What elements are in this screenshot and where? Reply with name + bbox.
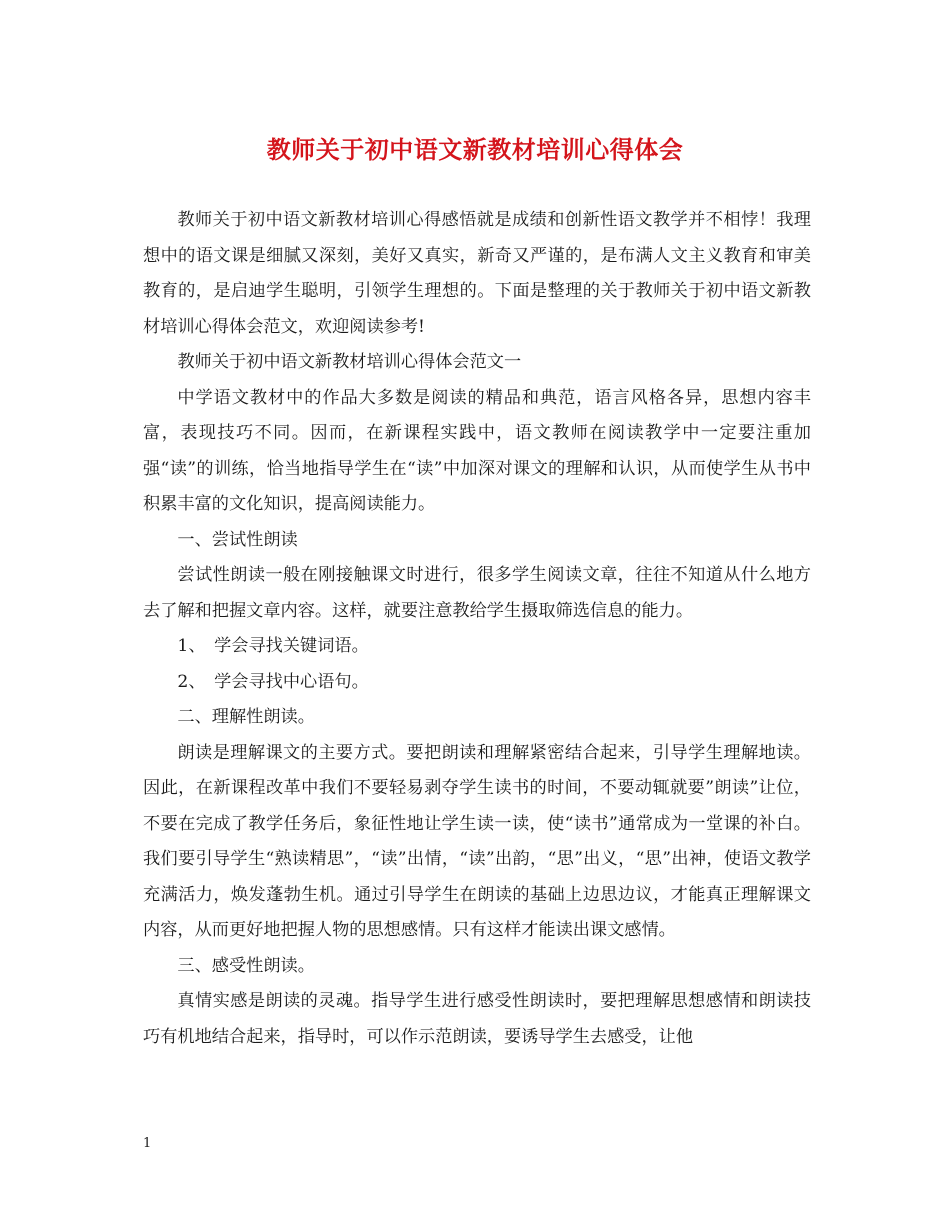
list-item: 1、 学会寻找关键词语。 (177, 636, 369, 656)
document-title: 教师关于初中语文新教材培训心得体会 (266, 135, 684, 164)
body-paragraph: 真情实感是朗读的灵魂。指导学生进行感受性朗读时，要把理解思想感情和朗读技巧有机地结合起来，指导时，可以作示范朗读，要诱导学生去感受，让他 (143, 991, 811, 1047)
section-heading-trial-reading: 一、尝试性朗读 (177, 529, 298, 550)
page-number: 1 (143, 1136, 152, 1151)
body-paragraph: 朗读是理解课文的主要方式。要把朗读和理解紧密结合起来，引导学生理解地读。因此，在新课程改革中我们不要轻易剥夺学生读书的时间，不要动辄就要”朗读”让位，不要在完成了教学任务后，象征性地让学生读一读，使“读书”通常成为一堂课的补白。我们要引导学生“熟读精思”，“读”出情，“读”出韵，“思”出义，“思”出神，使语文教学充满活力，焕发蓬勃生机。通过引导学生在朗读的基础上边思边议，才能真正理解课文内容，从而更好地把握人物的思想感情。只有这样才能读出课文感情。 (143, 742, 811, 940)
body-paragraph: 中学语文教材中的作品大多数是阅读的精品和典范，语言风格各异，思想内容丰富，表现技巧不同。因而，在新课程实践中，语文教师在阅读教学中一定要注重加强“读”的训练，恰当地指导学生在“读”中加深对课文的理解和认识，从而使学生从书中积累丰富的文化知识，提高阅读能力。 (143, 387, 811, 514)
document-body (143, 203, 811, 1055)
section-heading-essay-one: 教师关于初中语文新教材培训心得体会范文一 (177, 352, 522, 372)
section-heading-comprehension-reading: 二、理解性朗读。 (177, 707, 315, 727)
list-item: 2、 学会寻找中心语句。 (177, 671, 369, 692)
intro-paragraph: 教师关于初中语文新教材培训心得感悟就是成绩和创新性语文教学并不相悖！我理想中的语文课是细腻又深刻，美好又真实，新奇又严谨的，是布满人文主义教育和审美教育的，是启迪学生聪明，引领学生理想的。下面是整理的关于教师关于初中语文新教材培训心得体会范文，欢迎阅读参考! (143, 210, 811, 337)
body-paragraph: 尝试性朗读一般在刚接触课文时进行，很多学生阅读文章，往往不知道从什么地方去了解和把握文章内容。这样，就要注意教给学生摄取筛选信息的能力。 (143, 565, 811, 621)
section-heading-feeling-reading: 三、感受性朗读。 (177, 955, 315, 976)
